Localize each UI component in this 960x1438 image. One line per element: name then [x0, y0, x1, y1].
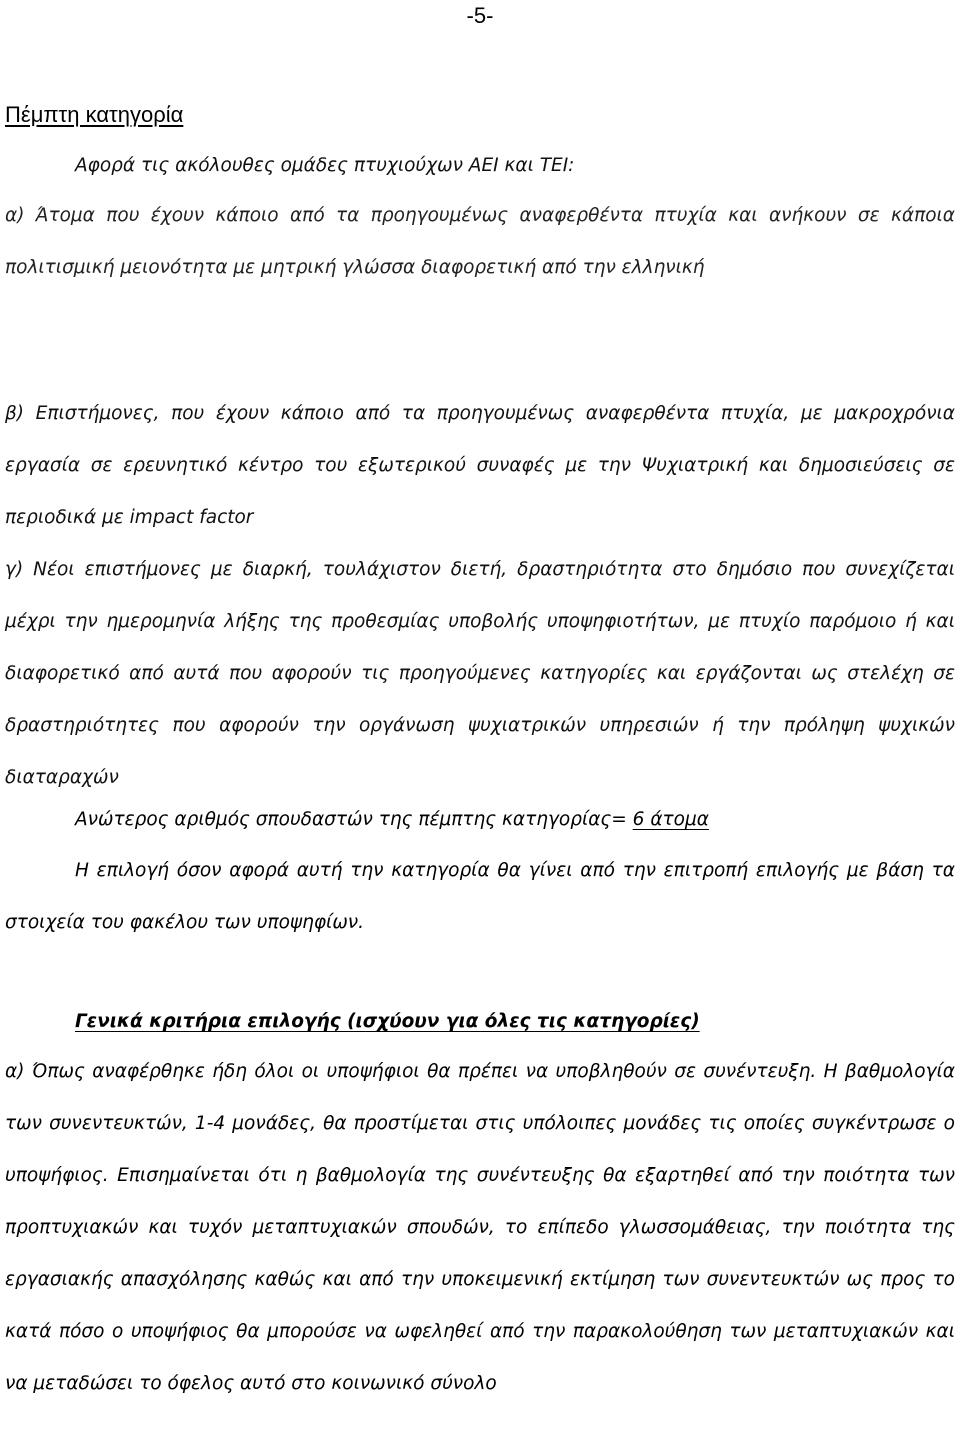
category-item-c: γ) Νέοι επιστήμονες με διαρκή, τουλάχιστον διετή, δραστηριότητα στο δημόσιο που συνεχίζεται μέχρι την ημερομηνία λήξης της προθεσμίας υποβολής υποψηφιοτήτων, με πτυχίο παρόμοιο ή και διαφορετικό από αυτά που αφορούν τις προηγούμενες κατηγορίες και εργάζονται ως στελέχη σε δραστηριότητες που αφορούν την οργάνωση ψυχιατρικών υπηρεσιών ή την πρόληψη ψυχικών διαταραχών	[5, 559, 955, 788]
section-intro: Αφορά τις ακόλουθες ομάδες πτυχιούχων ΑΕΙ και ΤΕΙ:	[75, 155, 575, 176]
max-students-label: Ανώτερος αριθμός σπουδαστών της πέμπτης κατηγορίας=	[75, 809, 627, 830]
max-students-value: 6 άτομα	[632, 809, 709, 830]
selection-note: Η επιλογή όσον αφορά αυτή την κατηγορία θα γίνει από την επιτροπή επιλογής με βάση τα στοιχεία του φακέλου των υποψηφίων.	[5, 860, 955, 933]
section-title: Πέμπτη κατηγορία	[5, 102, 184, 127]
general-criteria-item-a: α) Όπως αναφέρθηκε ήδη όλοι οι υποψήφιοι θα πρέπει να υποβληθούν σε συνέντευξη. Η βαθμολογία των συνεντευκτών, 1-4 μονάδες, θα προστίμεται στις υπόλοιπες μονάδες τις οποίες συγκέντρωσε ο υποψήφιος. Επισημαίνεται ότι η βαθμολογία της συνέντευξης θα εξαρτηθεί από την ποιότητα των προπτυχιακών και τυχόν μεταπτυχιακών σπουδών, το επίπεδο γλωσσομάθειας, την ποιότητα της εργασιακής απασχόλησης καθώς και από την υποκειμενική εκτίμηση των συνεντευκτών ως προς το κατά πόσο ο υποψήφιος θα μπορούσε να ωφεληθεί από την παρακολούθηση των μεταπτυχιακών και να μεταδώσει το όφελος αυτό στο κοινωνικό σύνολο	[5, 1061, 955, 1394]
max-students-line	[75, 794, 709, 846]
general-criteria-title: Γενικά κριτήρια επιλογής (ισχύουν για όλες τις κατηγορίες)	[75, 1011, 700, 1032]
page-number: -5-	[466, 3, 494, 28]
category-item-a: α) Άτομα που έχουν κάποιο από τα προηγουμένως αναφερθέντα πτυχία και ανήκουν σε κάποια πολιτισμική μειονότητα με μητρική γλώσσα διαφορετική από την ελληνική	[5, 205, 955, 278]
category-item-b: β) Επιστήμονες, που έχουν κάποιο από τα προηγουμένως αναφερθέντα πτυχία, με μακροχρόνια εργασία σε ερευνητικό κέντρο του εξωτερικού συναφές με την Ψυχιατρική και δημοσιεύσεις σε περιοδικά με impact factor	[5, 403, 955, 528]
